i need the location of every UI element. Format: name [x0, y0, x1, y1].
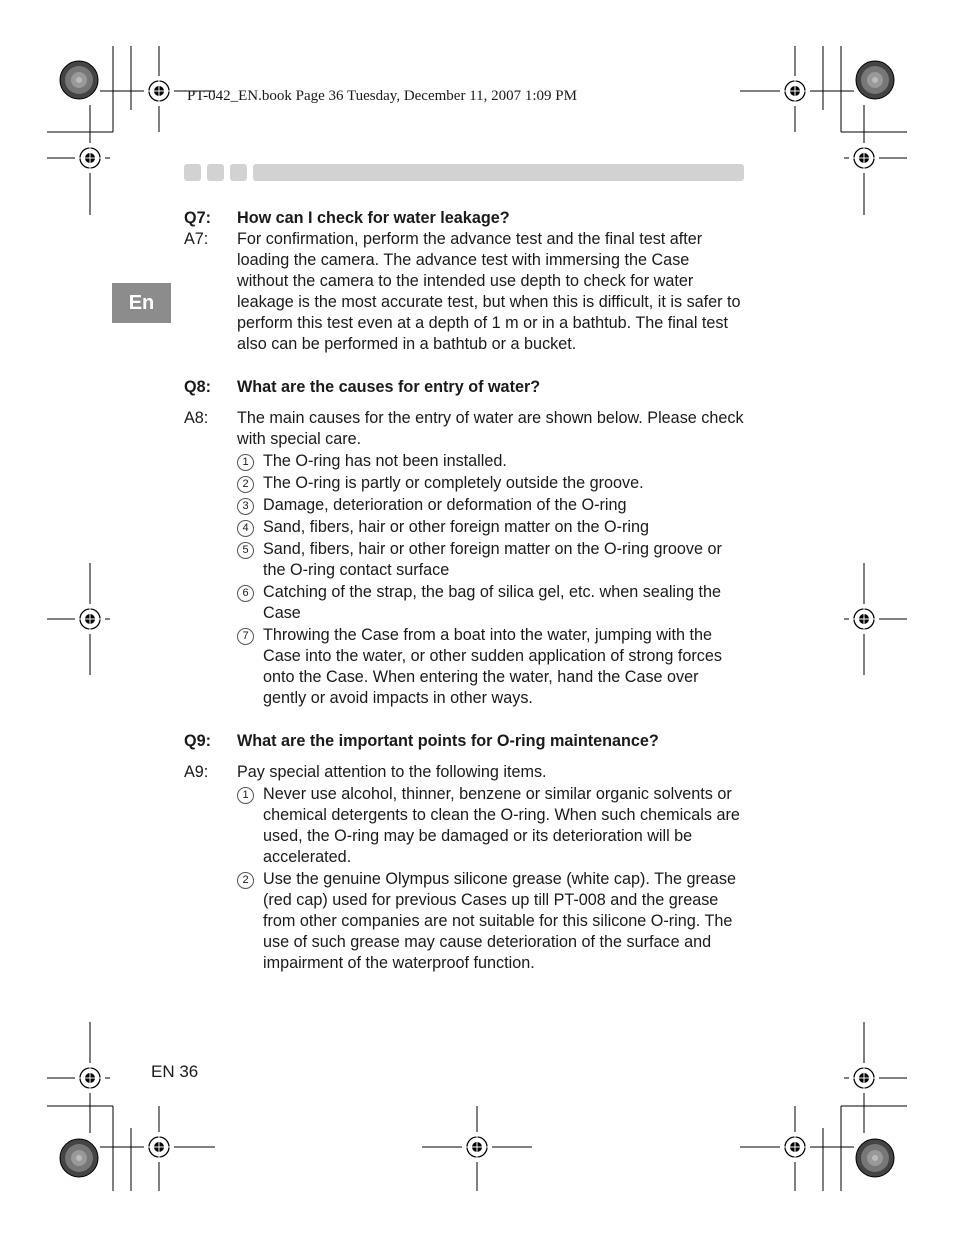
question-label: Q8:: [184, 378, 211, 396]
qa-content: [184, 208, 744, 975]
maintenance-list: [237, 784, 744, 974]
answer-text: For confirmation, perform the advance test and the final test after loading the camera. The advance test with immersing the Case without the camera to the intended use depth to check for water leakage is the most accurate test, but when this is difficult, it is safer to perform this test even at a depth of 1 m or in a bathtub. The final test also can be performed in a bathtub or a bucket.: [237, 230, 741, 353]
answer-text: The main causes for the entry of water are shown below. Please check with special care.: [237, 409, 744, 448]
list-item: [237, 517, 744, 538]
question-label: Q9:: [184, 732, 211, 750]
bar-square: [184, 164, 201, 181]
answer-label: A8:: [184, 409, 209, 427]
question-8: [184, 377, 744, 398]
question-text: What are the causes for entry of water?: [237, 378, 541, 396]
language-tab: En: [112, 283, 171, 323]
list-item-text: Never use alcohol, thinner, benzene or similar organic solvents or chemical detergents to clean the O-ring. When such chemicals are used, the O-ring may be damaged or its deterioration will be accelerated.: [263, 785, 740, 866]
answer-8: [184, 408, 744, 709]
circled-number: 2: [237, 476, 254, 493]
list-item-text: Damage, deterioration or deformation of the O-ring: [263, 496, 627, 514]
page-number: EN 36: [151, 1062, 199, 1081]
question-text: What are the important points for O-ring maintenance?: [237, 732, 659, 750]
bar-square: [207, 164, 224, 181]
list-item-text: The O-ring has not been installed.: [263, 452, 507, 470]
answer-9: [184, 762, 744, 974]
circled-number: 3: [237, 498, 254, 515]
circled-number: 1: [237, 787, 254, 804]
circled-number: 7: [237, 628, 254, 645]
list-item: [237, 451, 744, 472]
bar-square: [230, 164, 247, 181]
circled-number: 1: [237, 454, 254, 471]
list-item: [237, 625, 744, 709]
bar-long: [253, 164, 744, 181]
list-item-text: The O-ring is partly or completely outside the groove.: [263, 474, 644, 492]
list-item: [237, 495, 744, 516]
question-9: [184, 731, 744, 752]
list-item-text: Throwing the Case from a boat into the water, jumping with the Case into the water, or other sudden application of strong forces onto the Case. When entering the water, hand the Case over gently or avoid impacts in other ways.: [263, 626, 722, 707]
list-item: [237, 582, 744, 624]
list-item-text: Sand, fibers, hair or other foreign matter on the O-ring: [263, 518, 649, 536]
list-item: [237, 869, 744, 974]
cause-list: [237, 451, 744, 709]
question-7: [184, 208, 744, 229]
answer-label: A9:: [184, 763, 209, 781]
list-item: [237, 784, 744, 868]
circled-number: 4: [237, 520, 254, 537]
circled-number: 6: [237, 585, 254, 602]
circled-number: 2: [237, 872, 254, 889]
list-item-text: Use the genuine Olympus silicone grease (white cap). The grease (red cap) used for previous Cases up till PT-008 and the grease from other companies are not suitable for this silicone O-ring. The use of such grease may cause deterioration of the surface and impairment of the waterproof function.: [263, 870, 736, 972]
list-item: [237, 539, 744, 581]
file-info-header: PT-042_EN.book Page 36 Tuesday, December 11, 2007 1:09 PM: [187, 88, 577, 104]
circled-number: 5: [237, 542, 254, 559]
list-item-text: Sand, fibers, hair or other foreign matter on the O-ring groove or the O-ring contact surface: [263, 540, 722, 579]
list-item-text: Catching of the strap, the bag of silica gel, etc. when sealing the Case: [263, 583, 722, 622]
answer-label: A7:: [184, 230, 209, 248]
question-label: Q7:: [184, 209, 211, 227]
list-item: [237, 473, 744, 494]
answer-7: [184, 229, 744, 355]
question-text: How can I check for water leakage?: [237, 209, 510, 227]
answer-text: Pay special attention to the following items.: [237, 763, 547, 781]
